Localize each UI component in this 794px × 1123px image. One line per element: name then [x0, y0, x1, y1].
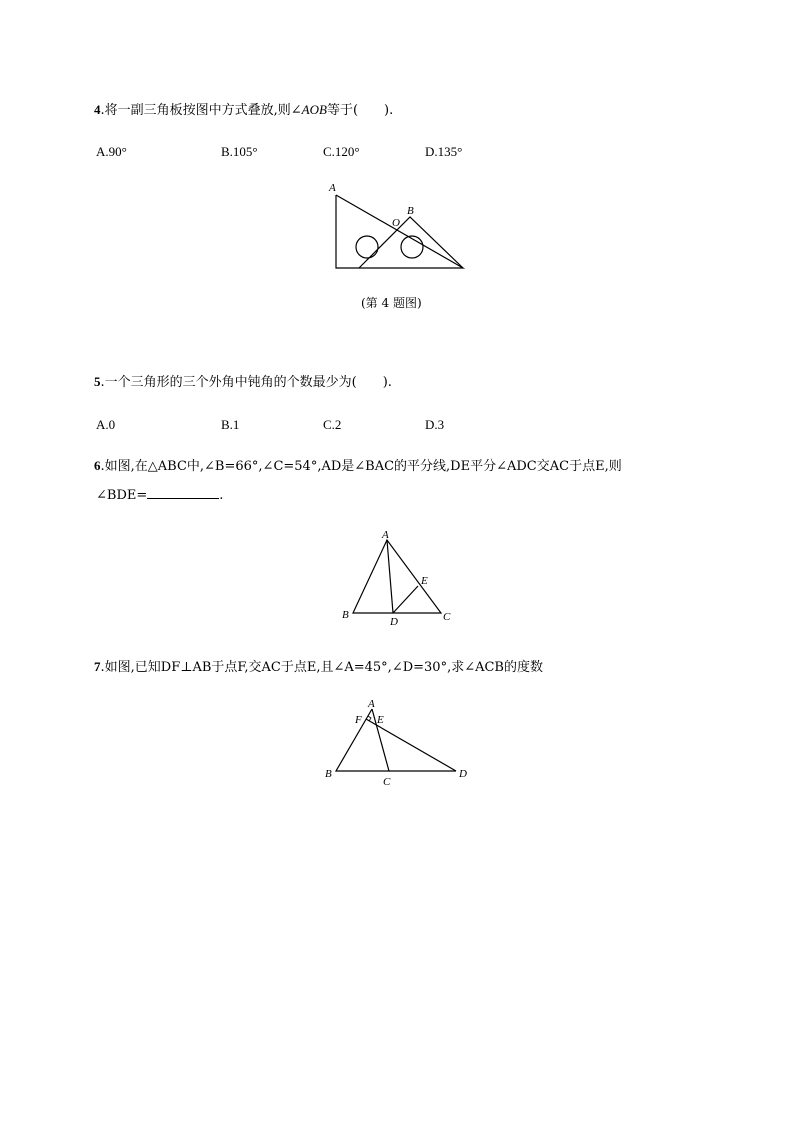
- label-E: E: [421, 575, 428, 587]
- label-B: B: [407, 205, 414, 217]
- label-E: E: [377, 714, 384, 726]
- label-B: B: [342, 609, 349, 621]
- segment-DE: [393, 586, 418, 613]
- answer-blank[interactable]: [147, 486, 219, 499]
- label-D: D: [390, 616, 398, 628]
- question-4-option-b: B.105°: [221, 144, 258, 159]
- label-A: A: [368, 698, 375, 710]
- label-A: A: [329, 182, 336, 194]
- question-7-stem: 7.如图,已知DF⊥AB于点F,交AC于点E,且∠A=45°,∠D=30°,求∠ACB的度数: [94, 659, 543, 675]
- label-B: B: [325, 768, 332, 780]
- question-number: 4: [94, 102, 101, 117]
- segment-FD: [366, 719, 456, 771]
- figure-4-caption: (第 4 题图): [361, 296, 422, 310]
- triangle-ruler-a: [336, 195, 463, 268]
- right-angle-mark: [368, 716, 371, 721]
- ruler-hole-left: [356, 236, 378, 258]
- label-F: F: [355, 714, 362, 726]
- question-5-option-c: C.2: [323, 417, 342, 432]
- question-6-stem-line2: ∠BDE= .: [96, 488, 224, 503]
- ruler-hole-right: [401, 236, 423, 258]
- question-4-stem: 4.将一副三角板按图中方式叠放,则∠AOB等于( ).: [94, 102, 394, 118]
- question-number: 5: [94, 374, 101, 389]
- label-A: A: [382, 529, 389, 541]
- question-6-stem-line1: 6.如图,在△ABC中,∠B=66°,∠C=54°,AD是∠BAC的平分线,DE平分∠ADC交AC于点E,则: [94, 458, 622, 474]
- question-5-option-b: B.1: [221, 417, 240, 432]
- label-C: C: [383, 776, 391, 788]
- question-4-option-a: A.90°: [96, 144, 127, 159]
- question-5-stem: 5.一个三角形的三个外角中钝角的个数最少为( ).: [94, 374, 392, 390]
- question-5-option-d: D.3: [425, 417, 445, 432]
- triangle-ABC: [336, 709, 389, 771]
- label-O: O: [392, 217, 400, 229]
- triangle-ruler-b: [359, 217, 463, 268]
- label-C: C: [443, 611, 451, 623]
- question-number: 6: [94, 458, 101, 473]
- segment-AD: [387, 540, 393, 613]
- triangle-ABC: [353, 540, 441, 613]
- question-4-option-c: C.120°: [323, 144, 360, 159]
- question-5-option-a: A.0: [96, 417, 116, 432]
- question-number: 7: [94, 659, 101, 674]
- question-4-option-d: D.135°: [425, 144, 463, 159]
- label-D: D: [459, 768, 467, 780]
